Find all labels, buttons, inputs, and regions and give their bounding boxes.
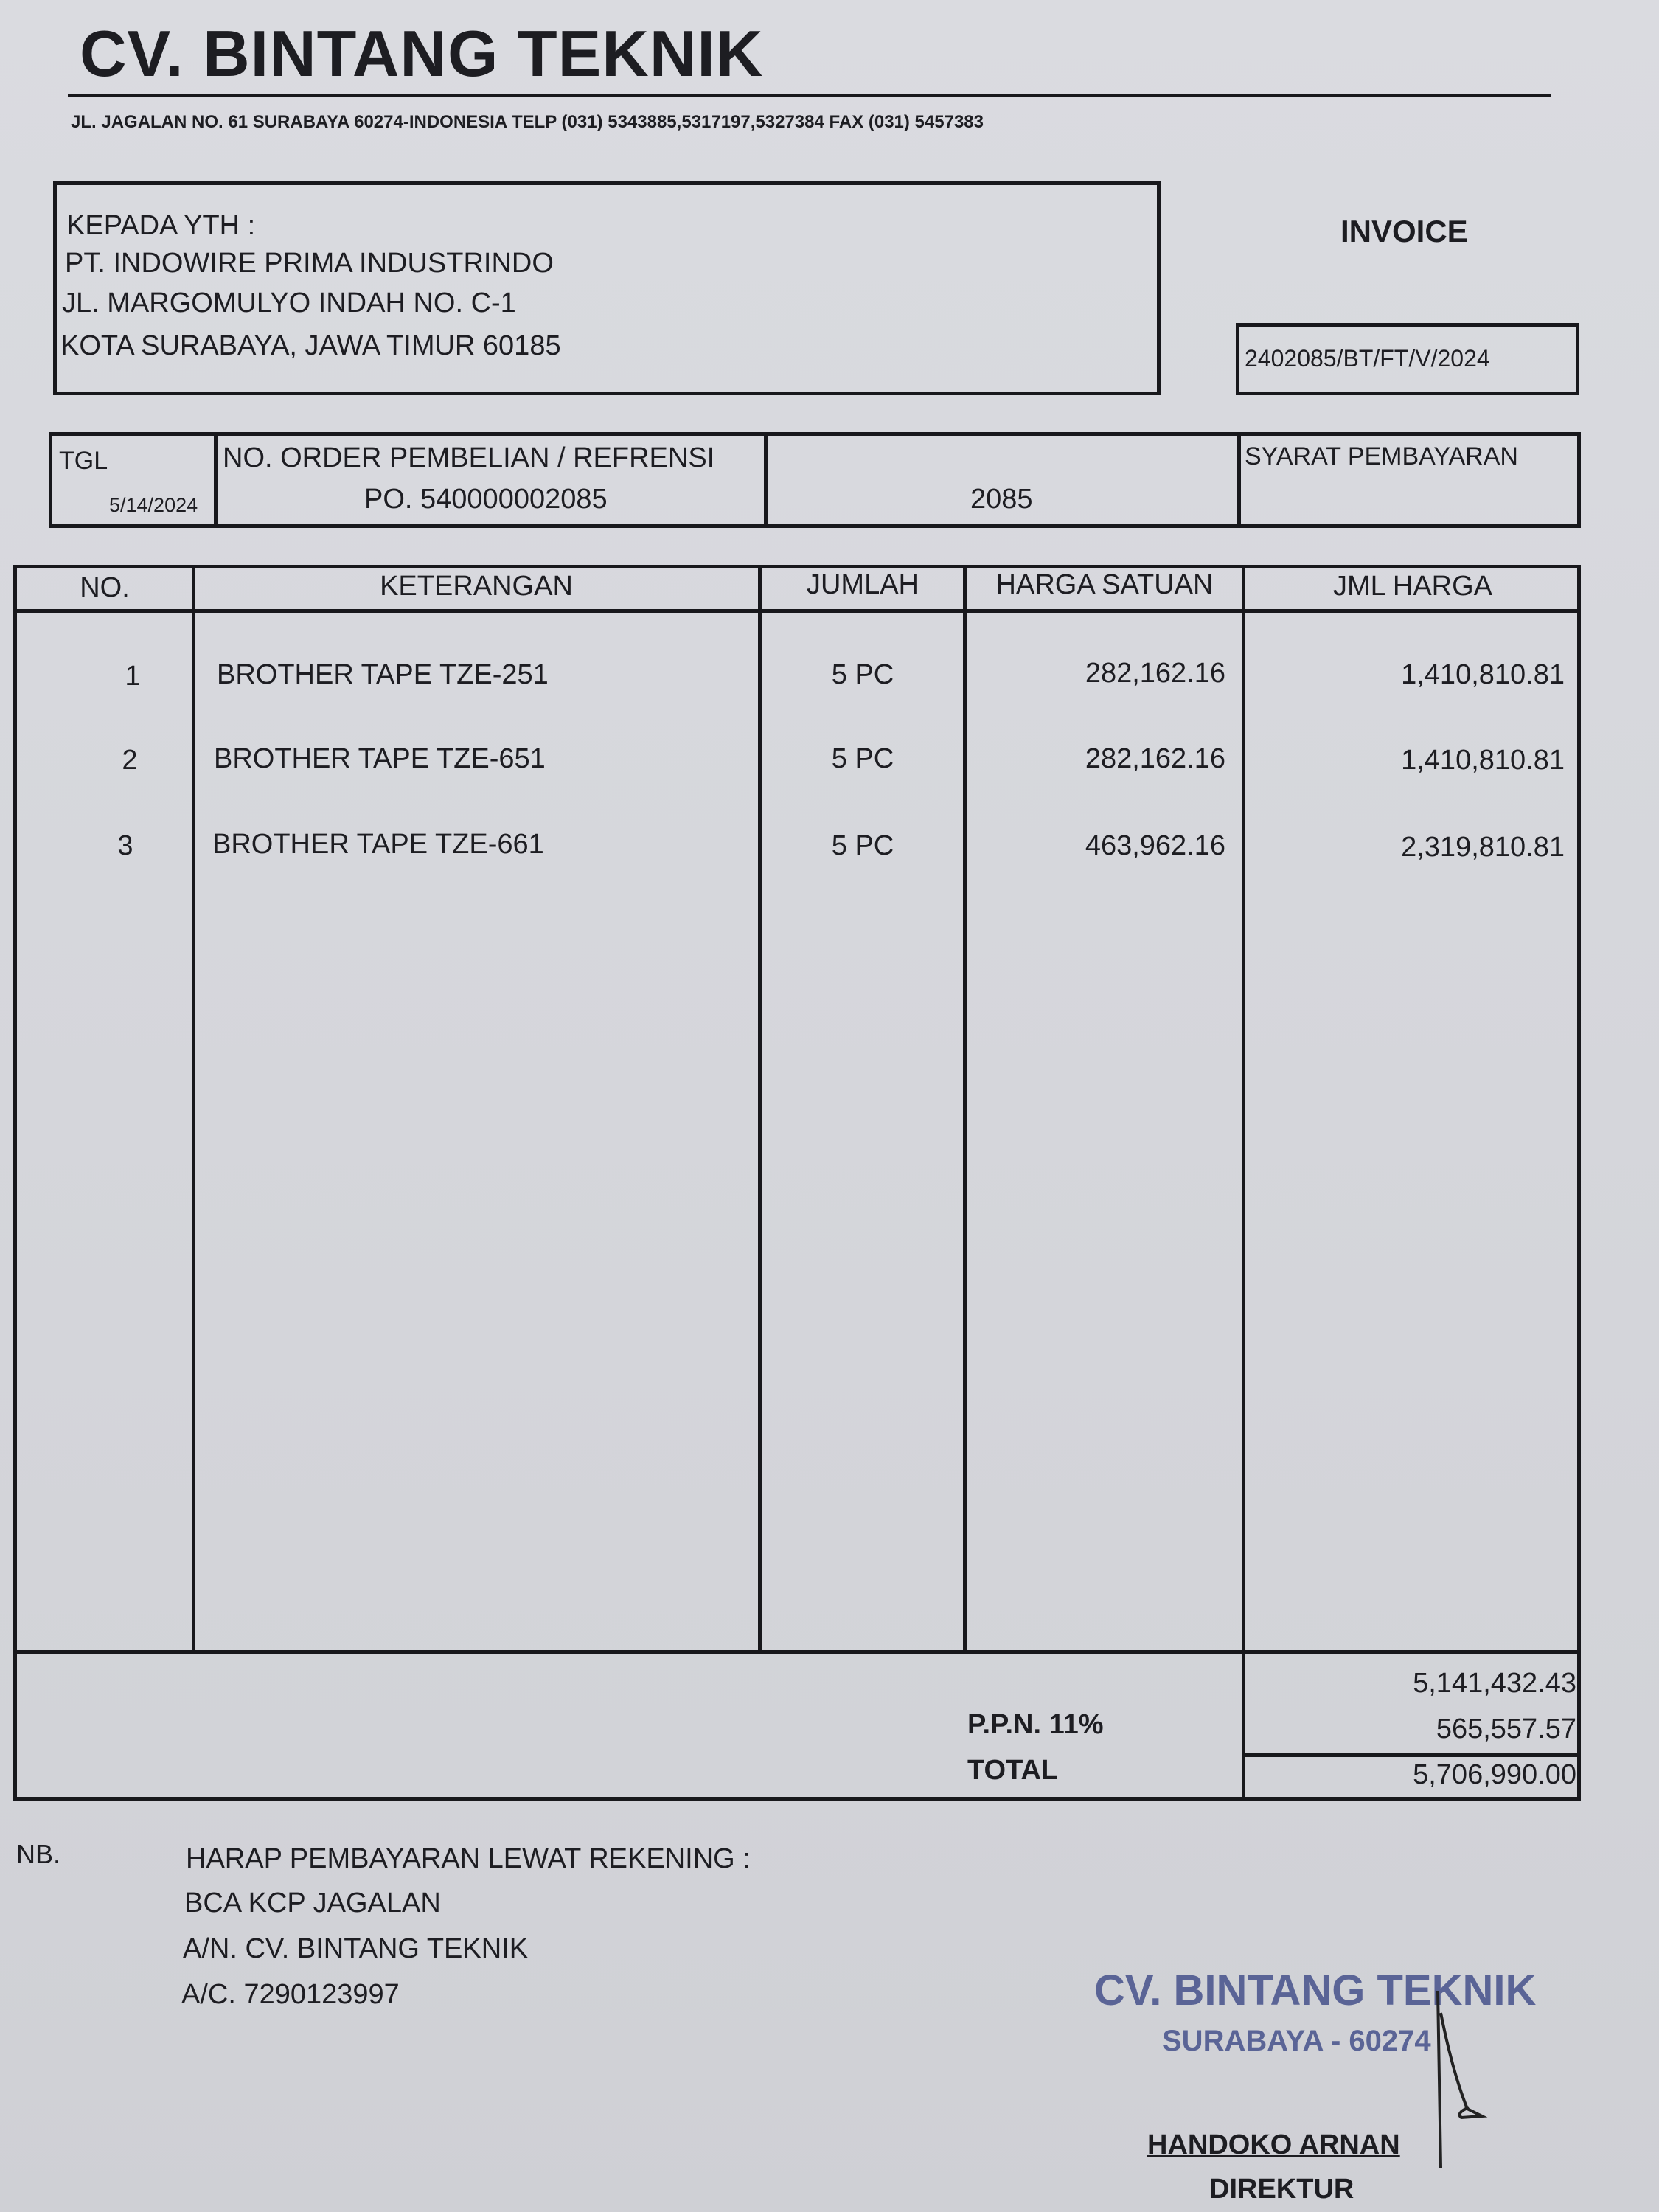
payment-note: HARAP PEMBAYARAN LEWAT REKENING : xyxy=(186,1843,751,1874)
header-qty: JUMLAH xyxy=(806,569,919,600)
row-1-amount: 1,410,810.81 xyxy=(1401,659,1565,690)
company-name: CV. BINTANG TEKNIK xyxy=(80,17,764,90)
header-unit-price: HARGA SATUAN xyxy=(995,569,1214,600)
row-3-unit-price: 463,962.16 xyxy=(1085,830,1225,861)
signature xyxy=(1423,1983,1512,2175)
signatory-title: DIREKTUR xyxy=(1209,2174,1354,2205)
recipient-city: KOTA SURABAYA, JAWA TIMUR 60185 xyxy=(60,330,561,361)
recipient-heading: KEPADA YTH : xyxy=(66,210,256,241)
col-divider-qty xyxy=(963,568,967,1652)
account-number: A/C. 7290123997 xyxy=(181,1979,400,2010)
po-label: NO. ORDER PEMBELIAN / REFRENSI xyxy=(223,442,715,473)
row-2-no: 2 xyxy=(122,745,138,776)
row-3-qty: 5 PC xyxy=(831,830,894,861)
invoice-title: INVOICE xyxy=(1340,214,1468,248)
col-divider-no xyxy=(192,568,195,1652)
row-2-amount: 1,410,810.81 xyxy=(1401,745,1565,776)
signatory-name: HANDOKO ARNAN xyxy=(1147,2129,1400,2160)
recipient-name: PT. INDOWIRE PRIMA INDUSTRINDO xyxy=(65,248,554,279)
company-stamp-city: SURABAYA - 60274 xyxy=(1162,2025,1431,2057)
nb-label: NB. xyxy=(16,1839,61,1869)
total-value: 5,706,990.00 xyxy=(1413,1759,1576,1790)
order-divider-1 xyxy=(214,434,218,526)
table-summary-rule xyxy=(16,1650,1579,1654)
terms-label: SYARAT PEMBAYARAN xyxy=(1245,442,1518,470)
row-1-unit-price: 282,162.16 xyxy=(1085,658,1225,689)
recipient-street: JL. MARGOMULYO INDAH NO. C-1 xyxy=(62,288,516,319)
po-value: PO. 540000002085 xyxy=(364,484,608,515)
total-rule xyxy=(1245,1753,1579,1757)
row-3-amount: 2,319,810.81 xyxy=(1401,832,1565,863)
ppn-label: P.P.N. 11% xyxy=(967,1709,1104,1740)
date-label: TGL xyxy=(59,447,108,475)
row-1-qty: 5 PC xyxy=(831,659,894,690)
order-divider-3 xyxy=(1237,434,1241,526)
table-header-rule xyxy=(16,609,1579,613)
company-address: JL. JAGALAN NO. 61 SURABAYA 60274-INDONESIA TELP (031) 5343885,5317197,5327384 FAX (031) 5457383 xyxy=(71,112,984,132)
col-divider-desc xyxy=(758,568,762,1652)
bank-name: BCA KCP JAGALAN xyxy=(184,1888,441,1919)
header-desc: KETERANGAN xyxy=(380,571,573,602)
account-name: A/N. CV. BINTANG TEKNIK xyxy=(183,1933,529,1964)
header-no: NO. xyxy=(80,572,130,603)
company-stamp-name: CV. BINTANG TEKNIK xyxy=(1094,1966,1537,2014)
header-rule xyxy=(68,94,1551,97)
ref-value: 2085 xyxy=(970,484,1033,515)
row-2-desc: BROTHER TAPE TZE-651 xyxy=(214,743,546,774)
date-value: 5/14/2024 xyxy=(109,494,198,516)
ppn-value: 565,557.57 xyxy=(1436,1714,1576,1745)
row-3-no: 3 xyxy=(117,830,133,861)
row-2-unit-price: 282,162.16 xyxy=(1085,743,1225,774)
header-amount: JML HARGA xyxy=(1332,571,1493,602)
total-label: TOTAL xyxy=(967,1755,1059,1786)
invoice-number: 2402085/BT/FT/V/2024 xyxy=(1245,345,1490,372)
row-2-qty: 5 PC xyxy=(831,743,894,774)
row-1-desc: BROTHER TAPE TZE-251 xyxy=(217,659,549,690)
order-divider-2 xyxy=(764,434,768,526)
row-3-desc: BROTHER TAPE TZE-661 xyxy=(212,829,544,860)
col-divider-price xyxy=(1242,568,1245,1798)
row-1-no: 1 xyxy=(125,661,141,692)
subtotal-value: 5,141,432.43 xyxy=(1413,1668,1576,1699)
